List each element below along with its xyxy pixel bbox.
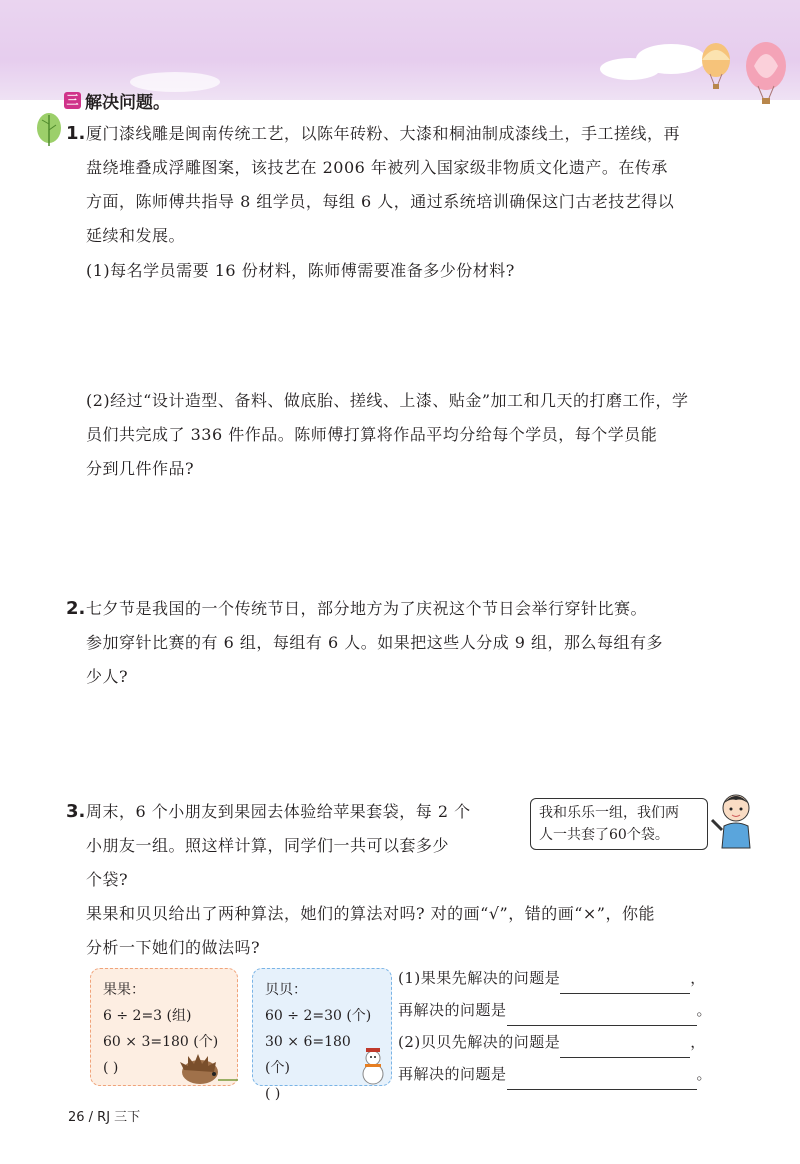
text-line: 分析一下她们的做法吗? [86, 938, 261, 957]
speech-bubble [530, 798, 708, 850]
guoguo-step-2: 60 × 3=180 (个) [103, 1034, 219, 1050]
speech-line: 人一共套了60个袋。 [539, 827, 669, 843]
guoguo-name: 果果： [103, 982, 145, 998]
text-line: 参加穿针比赛的有 6 组，每组有 6 人。如果把这些人分成 9 组，那么每组有多 [86, 633, 664, 652]
analysis-block [398, 962, 768, 1090]
text-line: 盘绕堆叠成浮雕图案，该技艺在 2006 年被列入国家级非物质文化遗产。在传承 [86, 158, 668, 177]
analysis-label: 再解决的问题是 [398, 1001, 507, 1019]
analysis-line-4 [398, 1058, 768, 1090]
question-1-part-1: (1)每名学员需要 16 份材料，陈师傅需要准备多少份材料? [86, 261, 515, 280]
text-line: 方面，陈师傅共指导 8 组学员，每组 6 人，通过系统培训确保这门古老技艺得以 [86, 192, 675, 211]
analysis-line-1 [398, 962, 768, 994]
text-line: 厦门漆线雕是闽南传统工艺，以陈年砖粉、大漆和桐油制成漆线土，手工搓线，再 [86, 124, 681, 143]
text-line: 员们共完成了 336 件作品。陈师傅打算将作品平均分给每个学员，每个学员能 [86, 425, 658, 444]
leaf-icon [34, 112, 64, 148]
analysis-label: (2)贝贝先解决的问题是 [398, 1033, 561, 1051]
section-number-icon: 三 [64, 92, 81, 109]
question-2-text [86, 592, 776, 694]
answer-blank[interactable] [507, 1007, 697, 1026]
beibei-name: 贝贝： [265, 982, 307, 998]
text-line: 七夕节是我国的一个传统节日，部分地方为了庆祝这个节日会举行穿针比赛。 [86, 599, 648, 618]
hedgehog-icon [178, 1050, 240, 1088]
analysis-line-3 [398, 1026, 768, 1058]
guoguo-answer-mark[interactable]: ( ) [103, 1060, 119, 1076]
text-line: 延续和发展。 [86, 226, 186, 245]
text-line: 分到几件作品? [86, 459, 195, 478]
header-band [0, 0, 800, 100]
question-1-number: 1. [66, 123, 86, 144]
punct: ， [690, 969, 706, 987]
question-1-intro [86, 117, 776, 253]
text-line: 果果和贝贝给出了两种算法，她们的算法对吗? 对的画“√”，错的画“×”，你能 [86, 904, 655, 923]
analysis-line-2 [398, 994, 768, 1026]
question-1-part-2 [86, 384, 776, 486]
answer-blank[interactable] [507, 1071, 697, 1090]
text-line: (2)经过“设计造型、备料、做底胎、搓线、上漆、贴金”加工和几天的打磨工作，学 [86, 391, 689, 410]
speech-line: 我和乐乐一组，我们两 [539, 805, 679, 821]
answer-blank[interactable] [560, 1039, 690, 1058]
question-3-instruction [86, 897, 776, 965]
question-3-number: 3. [66, 801, 86, 822]
analysis-label: 再解决的问题是 [398, 1065, 507, 1083]
text-line: 周末，6 个小朋友到果园去体验给苹果套袋，每 2 个 [86, 802, 471, 821]
cloud-shape [600, 58, 660, 80]
boy-character-icon [708, 790, 764, 850]
snowman-icon [356, 1046, 390, 1086]
punct: ， [690, 1033, 706, 1051]
question-2-number: 2. [66, 598, 86, 619]
punct: 。 [696, 1001, 713, 1019]
text-line: 小朋友一组。照这样计算，同学们一共可以套多少 [86, 836, 450, 855]
question-3-text [86, 795, 526, 897]
section-title-text: 解决问题。 [85, 93, 170, 113]
punct: 。 [696, 1065, 713, 1083]
text-line: 个袋? [86, 870, 129, 889]
beibei-answer-mark[interactable]: ( ) [265, 1086, 281, 1102]
analysis-label: (1)果果先解决的问题是 [398, 969, 561, 987]
text-line: 少人? [86, 667, 129, 686]
beibei-step-1: 60 ÷ 2=30 (个) [265, 1008, 372, 1024]
section-title [64, 88, 170, 113]
answer-blank[interactable] [560, 975, 690, 994]
beibei-step-2: 30 × 6=180 (个) [265, 1034, 351, 1076]
page-footer: 26 / RJ 三下 [68, 1110, 141, 1125]
hot-air-balloon-icon [694, 40, 790, 110]
guoguo-step-1: 6 ÷ 2=3 (组) [103, 1008, 192, 1024]
